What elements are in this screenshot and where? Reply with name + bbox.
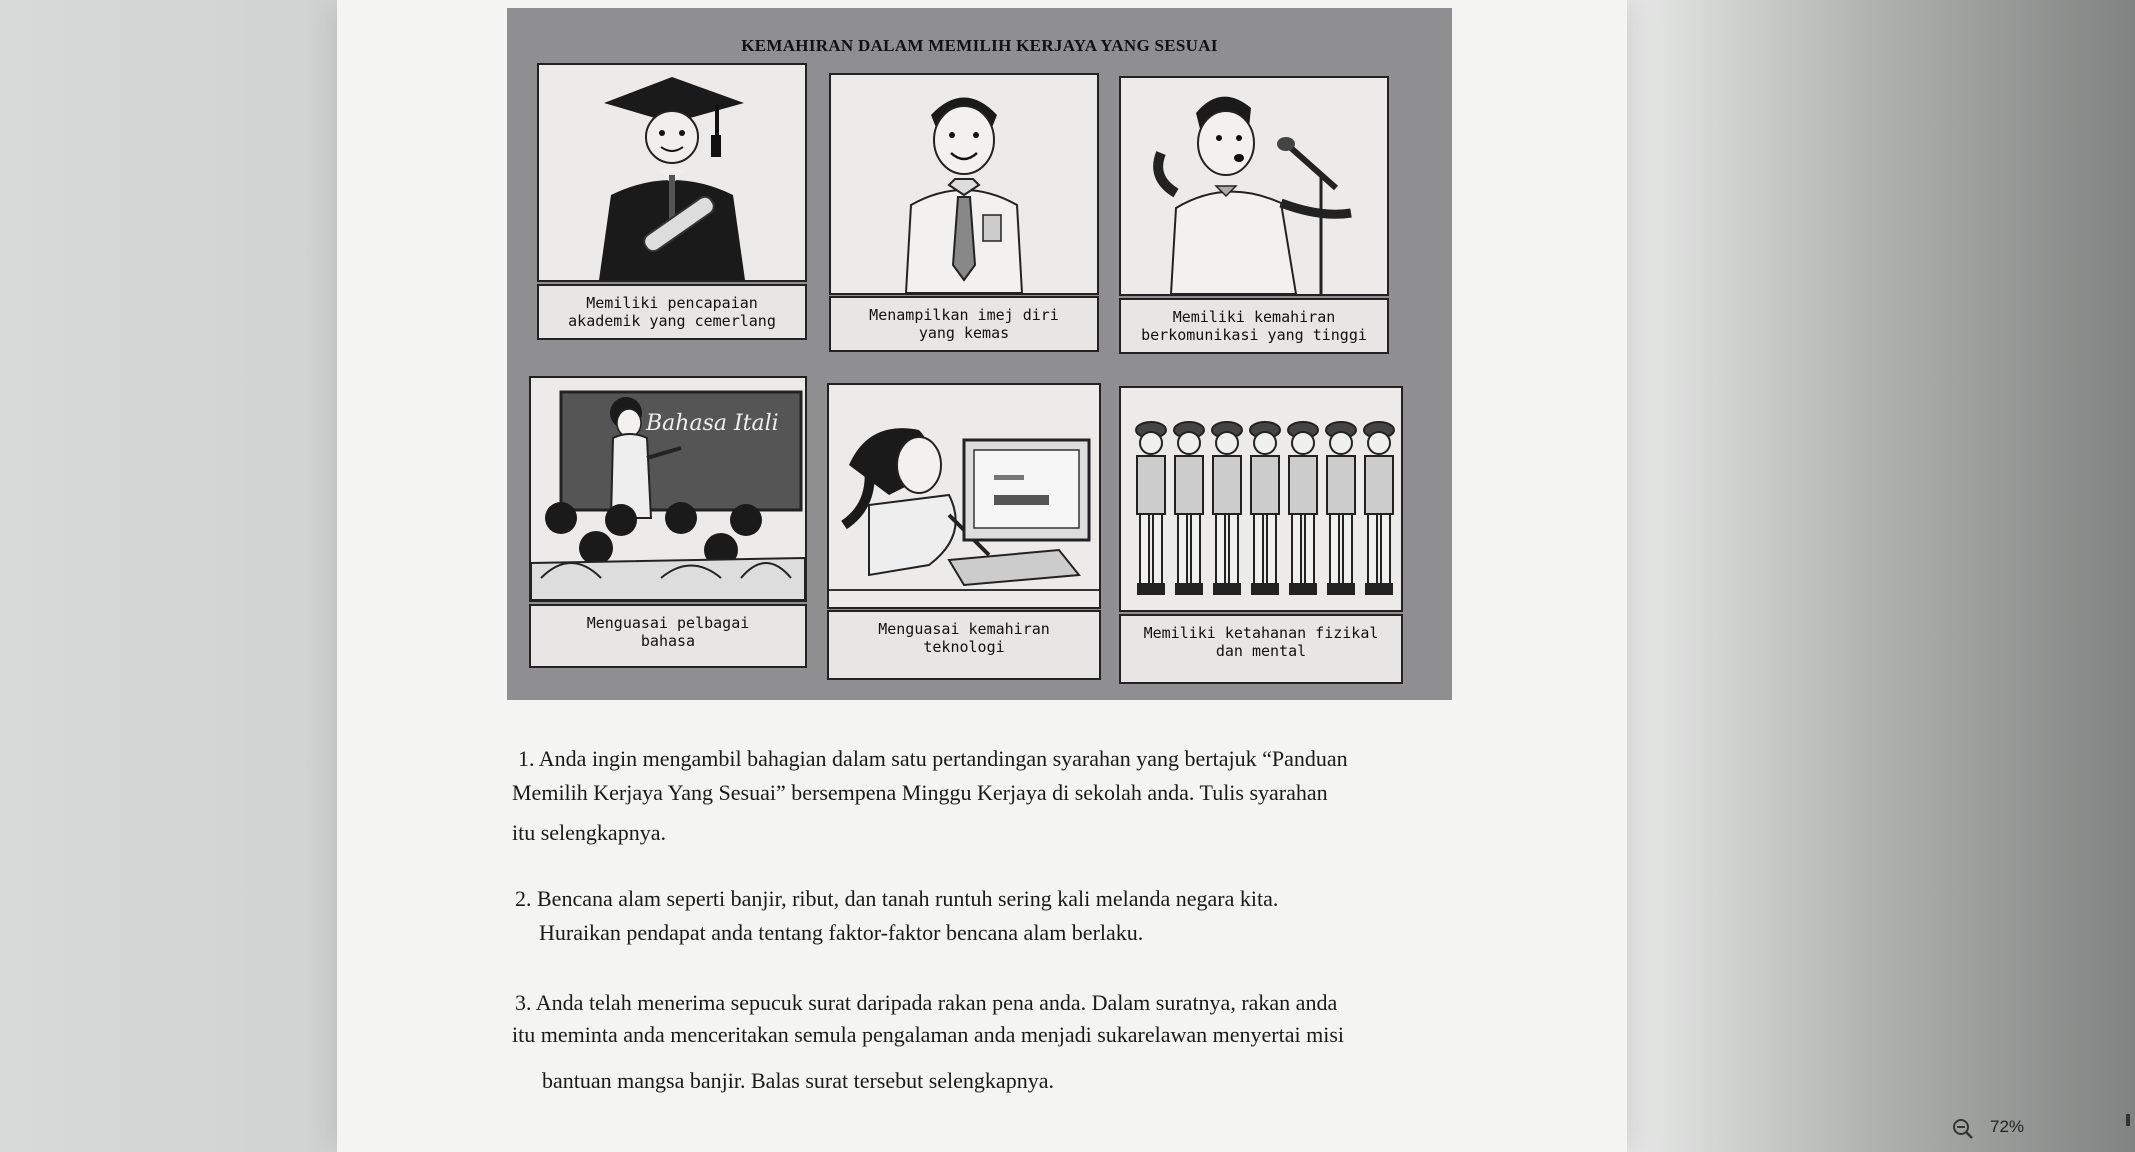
blackboard-text: Bahasa Itali (646, 411, 779, 436)
question-2-line-1: 2. Bencana alam seperti banjir, ribut, dan tanah runtuh sering kali melanda negara kita. (515, 886, 1279, 911)
question-1-line-1: 1. Anda ingin mengambil bahagian dalam satu pertandingan syarahan yang bertajuk “Panduan (518, 746, 1348, 771)
question-3-line-1: 3. Anda telah menerima sepucuk surat daripada rakan pena anda. Dalam suratnya, rakan anda (515, 990, 1338, 1015)
figure-title: KEMAHIRAN DALAM MEMILIH KERJAYA YANG SESUAI (741, 36, 1218, 55)
scrollbar-thumb[interactable] (2126, 1114, 2130, 1126)
panel-computer-caption: Menguasai kemahiran teknologi (827, 610, 1101, 680)
question-3-line-2: itu meminta anda menceritakan semula pengalaman anda menjadi sukarelawan menyertai misi (512, 1022, 1345, 1047)
question-1-line-3: itu selengkapnya. (512, 820, 666, 845)
panel-speaker-caption: Memiliki kemahiran berkomunikasi yang tinggi (1119, 298, 1389, 354)
question-1-line-2: Memilih Kerjaya Yang Sesuai” bersempena Minggu Kerjaya di sekolah anda. Tulis syarahan (512, 780, 1328, 805)
zoom-level-label: 72% (1990, 1117, 2025, 1136)
question-list (337, 0, 1627, 1152)
panel-student-caption: Menampilkan imej diri yang kemas (829, 296, 1099, 352)
panel-uniform-group-caption: Memiliki ketahanan fizikal dan mental (1119, 614, 1403, 684)
question-2-line-2: Huraikan pendapat anda tentang faktor-faktor bencana alam berlaku. (539, 920, 1144, 945)
zoom-out-icon[interactable] (1952, 1118, 1974, 1140)
document-page (337, 0, 1627, 1152)
panel-graduate-caption: Memiliki pencapaian akademik yang cemerlang (537, 284, 807, 340)
panel-classroom-caption: Menguasai pelbagai bahasa (529, 604, 807, 668)
viewer-status-bar (1835, 1112, 2135, 1152)
question-3-line-3: bantuan mangsa banjir. Balas surat tersebut selengkapnya. (542, 1068, 1054, 1093)
